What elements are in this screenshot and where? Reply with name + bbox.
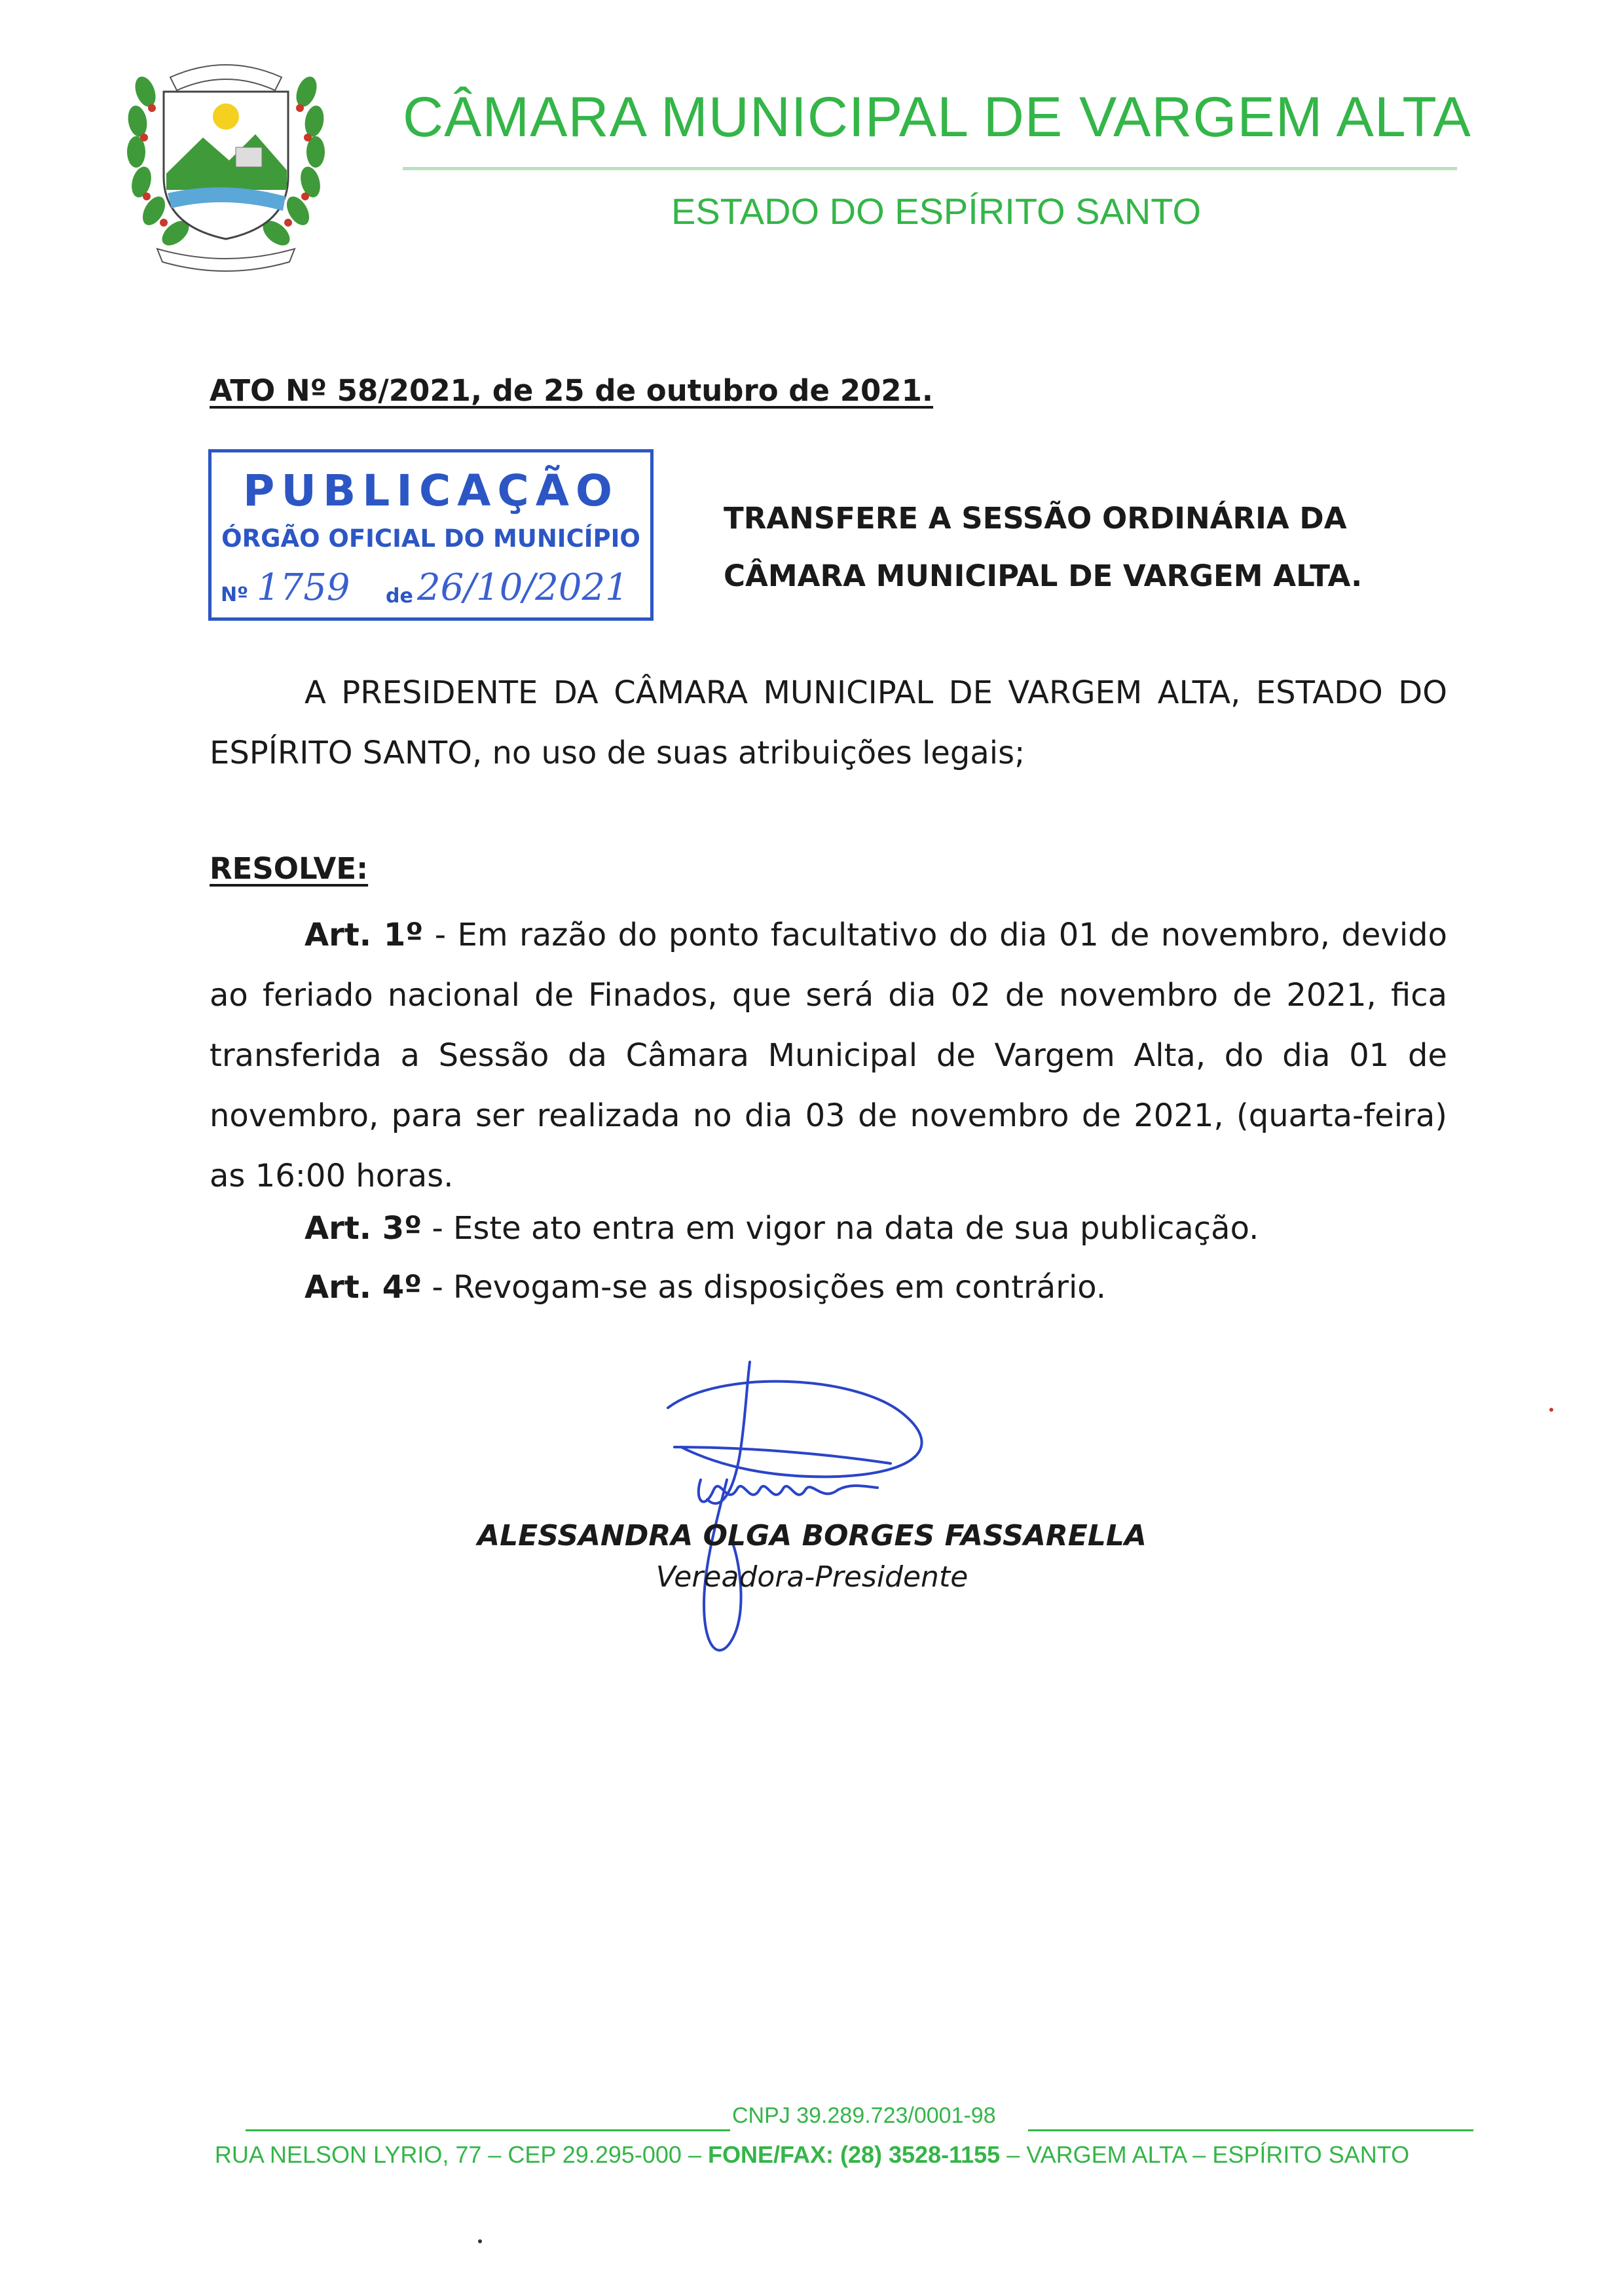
article-4 (304, 1269, 1106, 1306)
scan-speck (478, 2239, 482, 2243)
footer-phone: FONE/FAX: (28) 3528-1155 (707, 2141, 1001, 2168)
stamp-number-label: Nº (221, 583, 249, 606)
stamp-number-value: 1759 (257, 566, 350, 609)
signer-name: ALESSANDRA OLGA BORGES FASSARELLA (477, 1519, 1147, 1552)
footer-rule-right (1028, 2129, 1473, 2131)
article-3-label: Art. 3º (304, 1210, 422, 1247)
article-4-text: - Revogam-se as disposições em contrário. (422, 1269, 1107, 1306)
article-1-label: Art. 1º (304, 917, 424, 953)
footer-city: – VARGEM ALTA – ESPÍRITO SANTO (1006, 2141, 1410, 2168)
stamp-number-line (221, 566, 646, 615)
resolve-label: RESOLVE: (210, 851, 369, 886)
municipal-crest-logo (118, 39, 334, 275)
preamble-paragraph: A PRESIDENTE DA CÂMARA MUNICIPAL DE VARGEM ALTA, ESTADO DO ESPÍRITO SANTO, no uso de suas atribuições legais; (210, 674, 1447, 771)
header-divider (403, 167, 1457, 170)
article-1 (210, 905, 1447, 1206)
stamp-date-label: de (386, 585, 413, 608)
article-4-label: Art. 4º (304, 1269, 422, 1306)
institution-title: CÂMARA MUNICIPAL DE VARGEM ALTA (403, 86, 1471, 149)
scan-speck (1549, 1408, 1553, 1412)
footer-address (0, 2141, 1624, 2169)
footer-street: RUA NELSON LYRIO, 77 – CEP 29.295-000 – (214, 2141, 701, 2168)
act-summary: TRANSFERE A SESSÃO ORDINÁRIA DA CÂMARA MUNICIPAL DE VARGEM ALTA. (724, 501, 1363, 593)
article-3-text: - Este ato entra em vigor na data de sua publicação. (422, 1210, 1259, 1247)
footer-rule-left (246, 2129, 730, 2131)
stamp-subtitle: ÓRGÃO OFICIAL DO MUNICÍPIO (221, 524, 640, 553)
institution-subtitle: ESTADO DO ESPÍRITO SANTO (671, 191, 1202, 232)
article-3 (304, 1210, 1259, 1247)
signer-role: Vereadora-Presidente (655, 1560, 969, 1594)
stamp-title: PUBLICAÇÃO (242, 466, 619, 516)
publication-stamp (208, 449, 654, 621)
act-title: ATO Nº 58/2021, de 25 de outubro de 2021. (210, 373, 934, 408)
article-1-text: - Em razão do ponto facultativo do dia 01 de novembro, devido ao feriado nacional de Finados, que será dia 02 de novembro de 2021, fica transferida a Sessão da Câmara Municipal de Vargem Alta, do dia 01 de novembro, para ser realizada no dia 03 de novembro de 2021, (quarta-feira) as 16:00 horas. (210, 917, 1447, 1194)
stamp-date-value: 26/10/2021 (417, 566, 629, 609)
handwritten-signature (642, 1349, 982, 1676)
footer-cnpj: CNPJ 39.289.723/0001-98 (732, 2103, 996, 2128)
